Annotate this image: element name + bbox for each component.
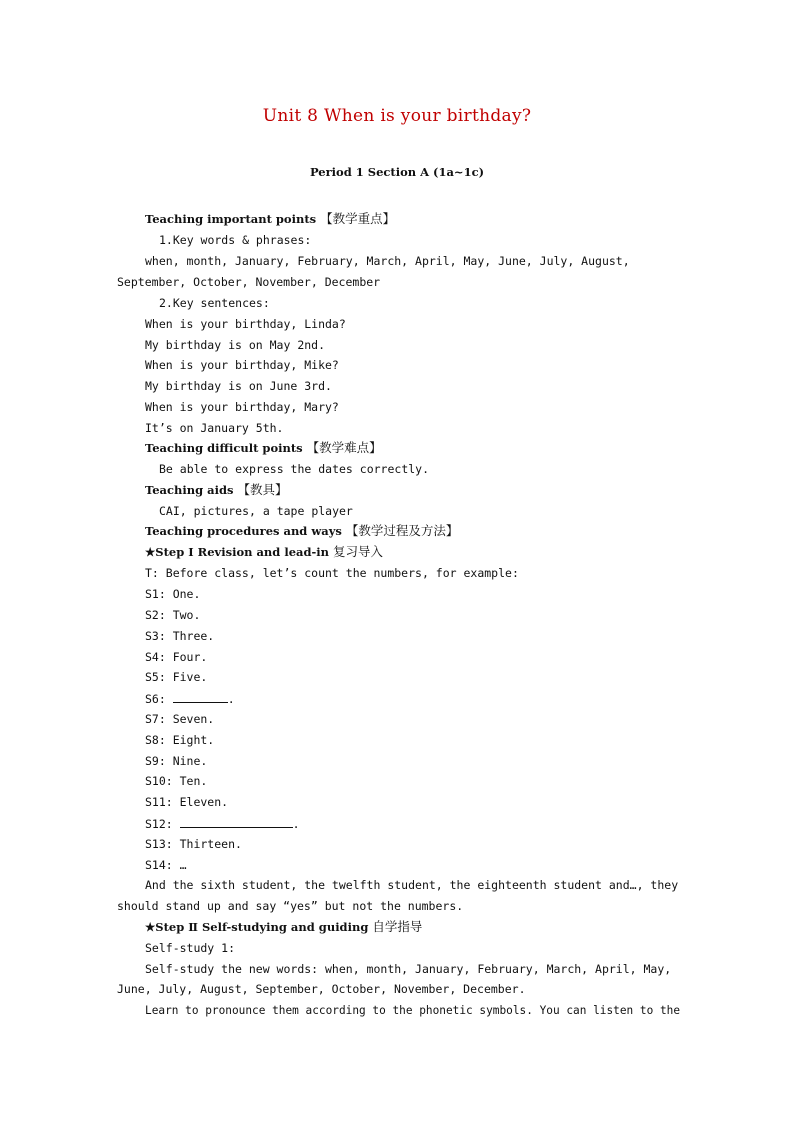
- heading-cn: 【教学难点】: [306, 440, 382, 455]
- key-words-heading: 1.Key words & phrases:: [159, 233, 312, 247]
- blank-line: [173, 691, 228, 703]
- paragraph-line: June, July, August, September, October, November, December.: [117, 982, 526, 996]
- key-sentence-3: When is your birthday, Mike?: [145, 358, 339, 372]
- blank-line: [180, 816, 293, 828]
- key-sentence-1: When is your birthday, Linda?: [145, 317, 346, 331]
- key-words-line-1: when, month, January, February, March, April, May, June, July, August,: [145, 254, 630, 268]
- page-subtitle: Period 1 Section A (1a~1c): [309, 165, 485, 179]
- student-line-7: S7: Seven.: [145, 712, 215, 726]
- self-study-heading: Self-study 1:: [145, 941, 236, 955]
- paragraph-line: Self-study the new words: when, month, January, February, March, April, May,: [145, 962, 672, 976]
- key-sentence-2: My birthday is on May 2nd.: [145, 338, 326, 352]
- heading-text: ★Step Ⅱ Self-studying and guiding: [145, 920, 369, 934]
- teaching-aids-text: CAI, pictures, a tape player: [159, 504, 353, 518]
- student-line-2: S2: Two.: [145, 608, 201, 622]
- heading-text: ★Step Ⅰ Revision and lead-in: [145, 545, 330, 559]
- key-sentence-4: My birthday is on June 3rd.: [145, 379, 332, 393]
- student-line-4: S4: Four.: [145, 650, 208, 664]
- step-1-heading: [145, 545, 383, 559]
- student-label: S12:: [145, 817, 173, 831]
- teacher-line: T: Before class, let’s count the numbers, for example:: [145, 566, 519, 580]
- heading-text: Teaching procedures and ways: [145, 524, 342, 538]
- heading-text: Teaching aids: [145, 483, 234, 497]
- paragraph-line: And the sixth student, the twelfth student, the eighteenth student and…, they: [145, 878, 679, 892]
- heading-cn: 自学指导: [372, 919, 423, 934]
- key-sentence-6: It’s on January 5th.: [145, 421, 284, 435]
- key-sentences-heading: 2.Key sentences:: [159, 296, 270, 310]
- step-2-heading: [145, 920, 422, 934]
- paragraph-line: should stand up and say “yes” but not the numbers.: [117, 899, 464, 913]
- student-line-10: S10: Ten.: [145, 774, 208, 788]
- student-line-8: S8: Eight.: [145, 733, 215, 747]
- student-line-12: S12: .: [145, 817, 300, 831]
- student-line-6: S6: .: [145, 692, 235, 706]
- heading-text: Teaching important points: [145, 212, 317, 226]
- heading-cn: 【教具】: [237, 482, 288, 497]
- student-line-5: S5: Five.: [145, 670, 208, 684]
- heading-text: Teaching difficult points: [145, 441, 303, 455]
- heading-cn: 【教学重点】: [320, 211, 396, 226]
- heading-teaching-aids: [145, 483, 288, 497]
- student-label: S6:: [145, 692, 166, 706]
- paragraph-line: Learn to pronounce them according to the phonetic symbols. You can listen to the: [145, 1003, 681, 1017]
- student-line-9: S9: Nine.: [145, 754, 208, 768]
- student-line-14: S14: …: [145, 858, 187, 872]
- heading-procedures: [145, 524, 458, 538]
- heading-cn: 复习导入: [333, 544, 384, 559]
- key-sentence-5: When is your birthday, Mary?: [145, 400, 339, 414]
- student-line-1: S1: One.: [145, 587, 201, 601]
- heading-cn: 【教学过程及方法】: [345, 523, 459, 538]
- student-line-11: S11: Eleven.: [145, 795, 229, 809]
- student-line-13: S13: Thirteen.: [145, 837, 242, 851]
- heading-difficult-points: [145, 441, 382, 455]
- page-title: Unit 8 When is your birthday?: [262, 106, 532, 126]
- heading-important-points: [145, 212, 395, 226]
- student-line-3: S3: Three.: [145, 629, 215, 643]
- difficult-points-text: Be able to express the dates correctly.: [159, 462, 430, 476]
- key-words-line-2: September, October, November, December: [117, 275, 381, 289]
